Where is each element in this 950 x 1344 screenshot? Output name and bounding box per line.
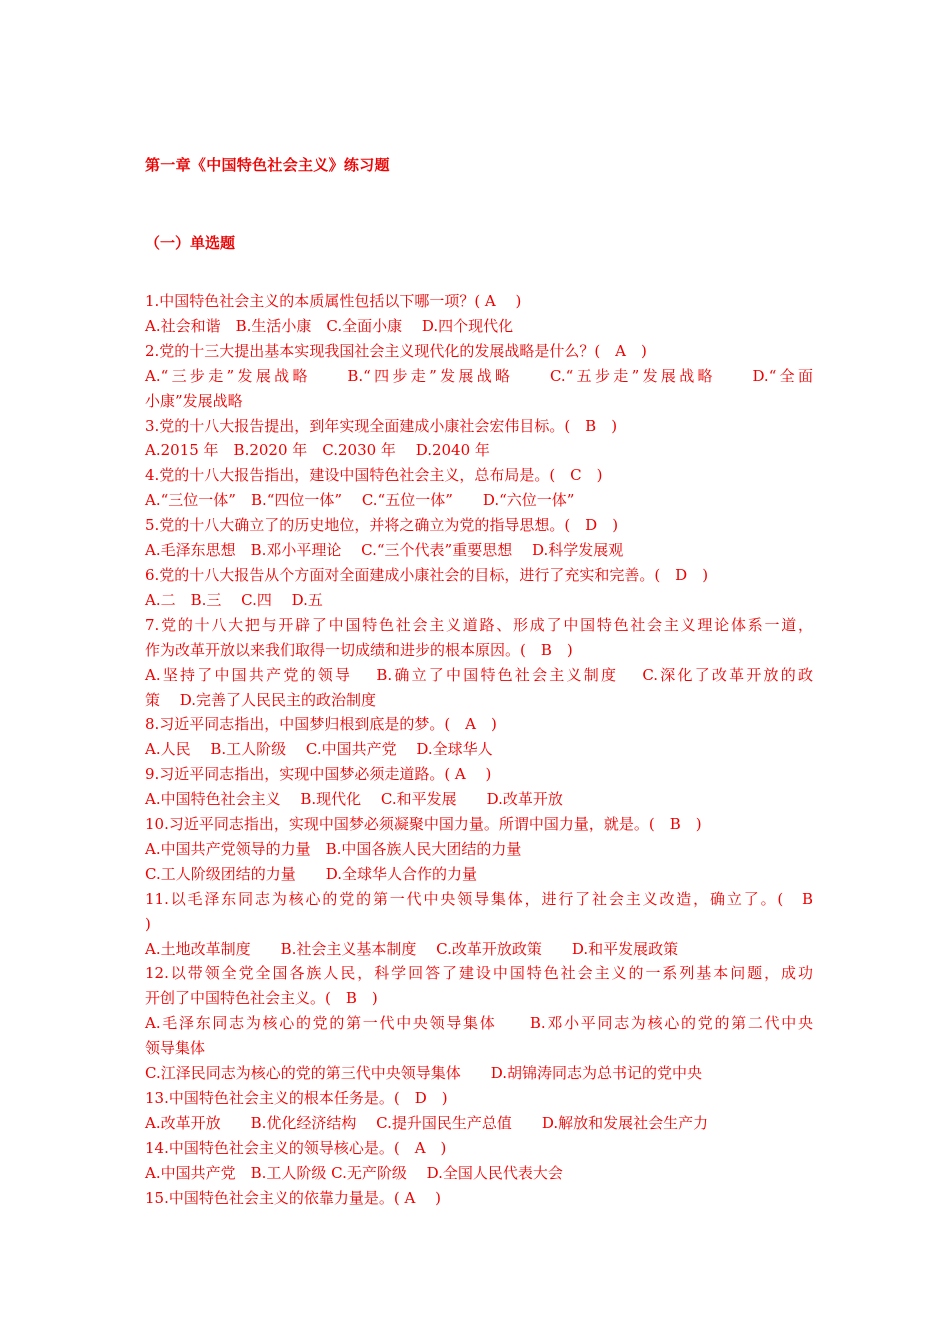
question-list [145,289,813,1211]
text-line: 7.党的十八大把与开辟了中国特色社会主义道路、形成了中国特色社会主义理论体系一道， [145,615,813,634]
text-line: 14.中国特色社会主义的领导核心是。( A ) [145,1138,447,1157]
text-line: A.毛泽东思想 B.邓小平理论 C.“三个代表”重要思想 D.科学发展观 [145,541,624,560]
text-line: 5.党的十八大确立了的历史地位，并将之确立为党的指导思想。( D ) [145,516,619,535]
text-line: A.中国特色社会主义 B.现代化 C.和平发展 D.改革开放 [145,790,563,809]
text-line: A.土地改革制度 B.社会主义基本制度 C.改革开放政策 D.和平发展政策 [145,939,679,958]
text-line: 作为改革开放以来我们取得一切成绩和进步的根本原因。( B ) [145,640,573,659]
text-line: A.人民 B.工人阶级 C.中国共产党 D.全球华人 [145,740,493,759]
text-line: A.中国共产党领导的力量 B.中国各族人民大团结的力量 [145,839,522,858]
text-line: C.工人阶级团结的力量 D.全球华人合作的力量 [145,864,477,883]
text-line: 小康”发展战略 [145,391,243,410]
text-line: 6.党的十八大报告从个方面对全面建成小康社会的目标，进行了充实和完善。( D ) [145,565,709,584]
text-line: A.中国共产党 B.工人阶级 C.无产阶级 D.全国人民代表大会 [145,1163,563,1182]
text-line: 12.以带领全党全国各族人民，科学回答了建设中国特色社会主义的一系列基本问题，成功 [145,964,813,983]
text-line: 11.以毛泽东同志为核心的党的第一代中央领导集体，进行了社会主义改造，确立了。( B [145,889,813,908]
page-title: 第一章《中国特色社会主义》练习题 [145,156,390,174]
text-line: A.二 B.三 C.四 D.五 [145,590,323,609]
text-line: 2.党的十三大提出基本实现我国社会主义现代化的发展战略是什么？( A ) [145,341,647,360]
text-line: 9.习近平同志指出，实现中国梦必须走道路。( A ) [145,765,492,784]
text-line: 8.习近平同志指出，中国梦归根到底是的梦。( A ) [145,715,497,734]
text-line: 领导集体 [145,1039,206,1058]
text-line: 4.党的十八大报告指出，建设中国特色社会主义，总布局是。( C ) [145,466,603,485]
text-line: C.江泽民同志为核心的党的第三代中央领导集体 D.胡锦涛同志为总书记的党中央 [145,1064,702,1083]
text-line: ) [145,914,151,933]
text-line: 13.中国特色社会主义的根本任务是。( D ) [145,1089,448,1107]
text-line: 10.习近平同志指出，实现中国梦必须凝聚中国力量。所谓中国力量，就是。( B ) [145,815,702,834]
section-heading: （一）单选题 [145,234,236,252]
text-line: 开创了中国特色社会主义。( B ) [145,989,378,1008]
text-line: 1.中国特色社会主义的本质属性包括以下哪一项？( A ) [145,292,522,310]
text-line: A.2015 年 B.2020 年 C.2030 年 D.2040 年 [145,441,490,460]
text-line: A.“三步走”发展战略 B.“四步走”发展战略 C.“五步走”发展战略 D.“全面 [145,366,813,385]
text-line: 策 D.完善了人民民主的政治制度 [145,690,377,709]
text-line: A.改革开放 B.优化经济结构 C.提升国民生产总值 D.解放和发展社会生产力 [145,1113,709,1132]
text-line: A.社会和谐 B.生活小康 C.全面小康 D.四个现代化 [145,316,514,335]
text-line: A.“三位一体” B.“四位一体” C.“五位一体” D.“六位一体” [145,491,575,510]
text-line: 3.党的十八大报告提出，到年实现全面建成小康社会宏伟目标。( B ) [145,416,618,435]
text-line: A.毛泽东同志为核心的党的第一代中央领导集体 B.邓小平同志为核心的党的第二代中央 [145,1014,813,1033]
text-line: A.坚持了中国共产党的领导 B.确立了中国特色社会主义制度 C.深化了改革开放的政 [145,665,813,684]
text-line: 15.中国特色社会主义的依靠力量是。( A ) [145,1188,441,1207]
